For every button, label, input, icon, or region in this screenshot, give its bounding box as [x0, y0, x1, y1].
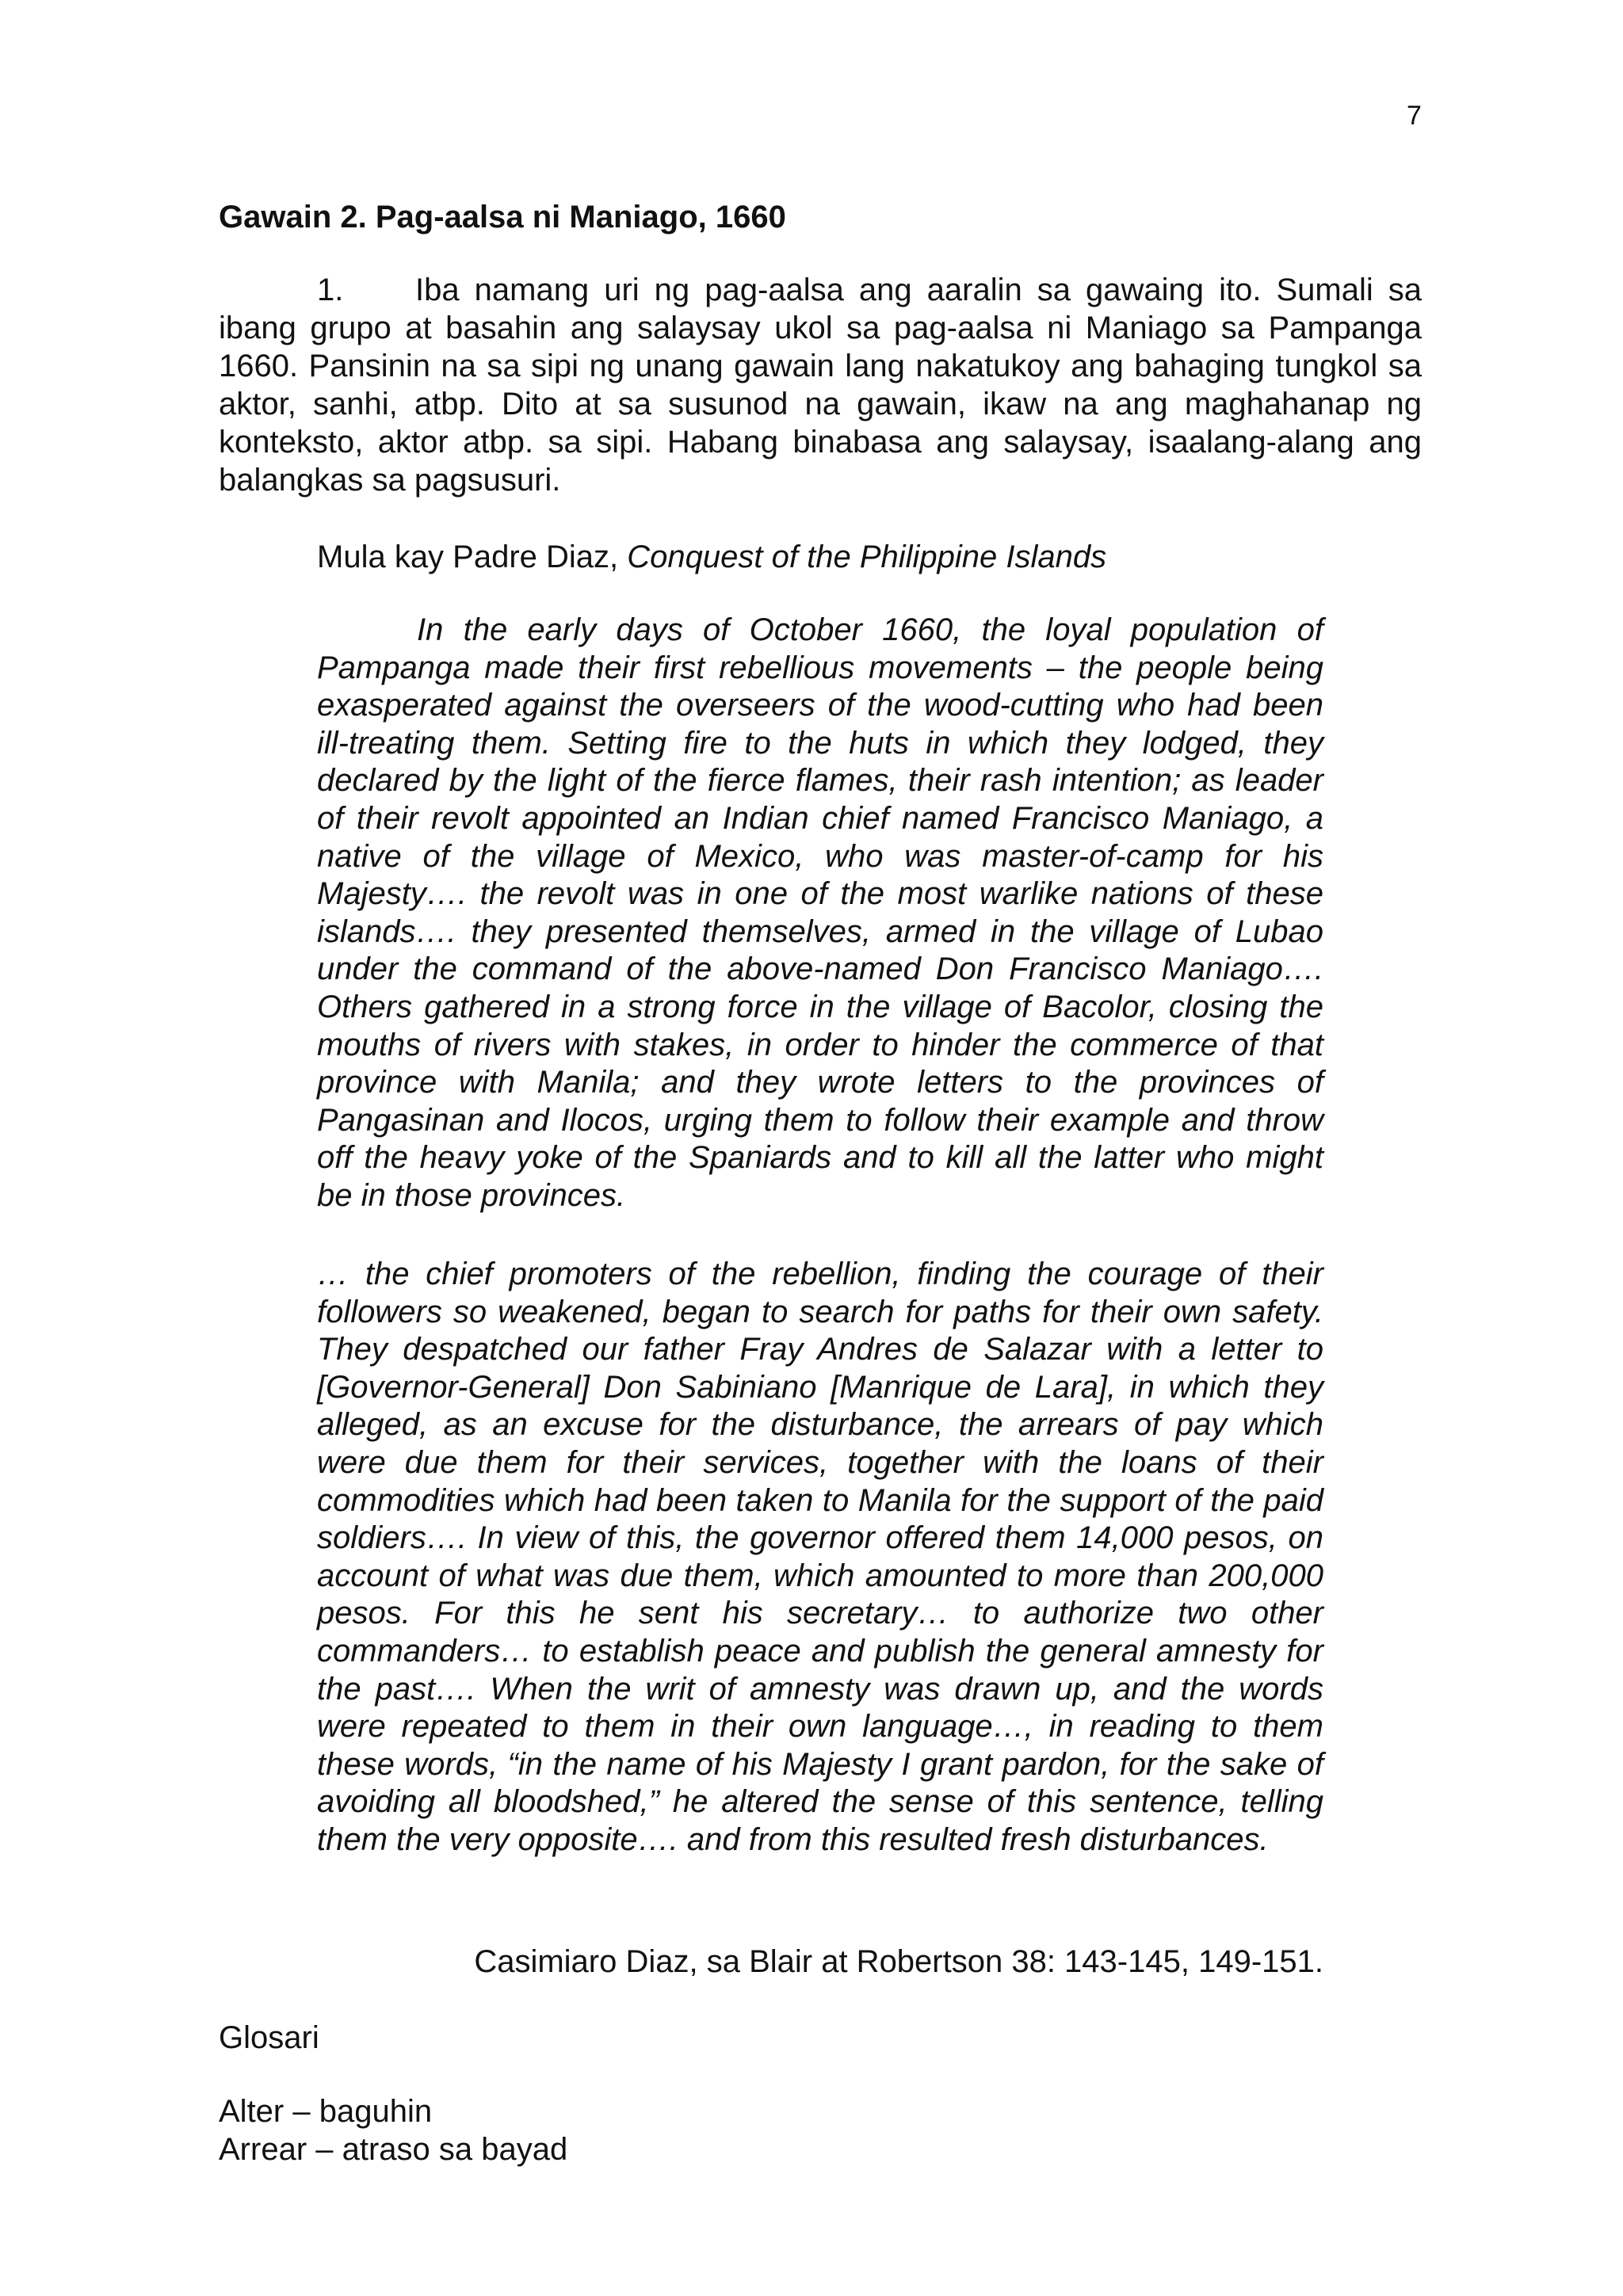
glossary-entry: Arrear – atraso sa bayad [219, 2132, 568, 2167]
instruction-number: 1. [317, 273, 344, 307]
page-number: 7 [1407, 101, 1422, 131]
glossary-list [219, 2092, 567, 2168]
activity-heading: Gawain 2. Pag-aalsa ni Maniago, 1660 [219, 200, 786, 235]
glossary-title: Glosari [219, 2020, 319, 2055]
quote-paragraph-1: In the early days of October 1660, the loyal population of Pampanga made their first rebellious movements – the people being exasperated against the overseers of the wood-cutting who had been ill-treating them. Setting fire to the huts in which they lodged, they declared by the light of the fierce flames, their rash intention; as leader of their revolt appointed an Indian chief named Francisco Maniago, a native of the village of Mexico, who was master-of-camp for his Majesty…. the revolt was in one of the most warlike nations of these islands…. they presented themselves, armed in the village of Lubao under the command of the above-named Don Francisco Maniago…. Others gathered in a strong force in the village of Bacolor, closing the mouths of rivers with stakes, in order to hinder the commerce of that province with Manila; and they wrote letters to the provinces of Pangasinan and Ilocos, urging them to follow their example and throw off the heavy yoke of the Spaniards and to kill all the latter who might be in those provinces. [317, 612, 1323, 1213]
citation: Casimiaro Diaz, sa Blair at Robertson 38: 143-145, 149-151. [474, 1944, 1323, 1979]
instruction-text: Iba namang uri ng pag-aalsa ang aaralin sa gawaing ito. Sumali sa ibang grupo at basahin ang salaysay ukol sa pag-aalsa ni Maniago sa Pampanga 1660. Pansinin na sa sipi ng unang gawain lang nakatukoy ang bahaging tungkol sa aktor, sanhi, atbp. Dito at sa susunod na gawain, ikaw na ang maghahanap ng konteksto, aktor atbp. sa sipi. Habang binabasa ang salaysay, isaalang-alang ang balangkas sa pagsusuri. [219, 273, 1422, 498]
source-line [317, 535, 1106, 579]
source-prefix: Mula kay Padre Diaz, [317, 540, 628, 574]
instruction-paragraph [219, 271, 1422, 499]
source-book-title: Conquest of the Philippine Islands [627, 540, 1107, 574]
quote-paragraph-2: … the chief promoters of the rebellion, finding the courage of their followers so weakened, began to search for paths for their own safety. They despatched our father Fray Andres de Salazar with a letter to [Governor-General] Don Sabiniano [Manrique de Lara], in which they alleged, as an excuse for the disturbance, the arrears of pay which were due them for their services, together with the loans of their commodities which had been taken to Manila for the support of the paid soldiers…. In view of this, the governor offered them 14,000 pesos, on account of what was due them, which amounted to more than 200,000 pesos. For this he sent his secretary… to authorize two other commanders… to establish peace and publish the general amnesty for the past…. When the writ of amnesty was drawn up, and the words were repeated to them in their own language…, in reading to them these words, “in the name of his Majesty I grant pardon, for the sake of avoiding all bloodshed,” he altered the sense of this sentence, telling them the very opposite…. and from this resulted fresh disturbances. [317, 1257, 1323, 1857]
glossary-entry: Alter – baguhin [219, 2094, 433, 2129]
